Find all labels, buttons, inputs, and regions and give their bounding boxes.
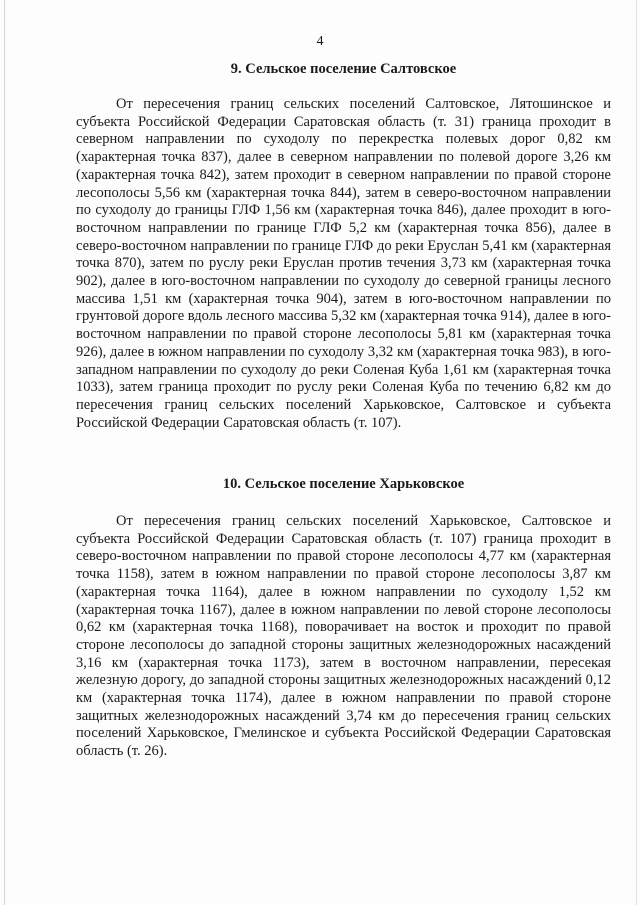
section-heading-kharkovskoe: 10. Сельское поселение Харьковское: [222, 476, 465, 492]
scan-edge-right: [636, 0, 637, 905]
section-text-kharkovskoe: От пересечения границ сельских поселений Харьковское, Салтовское и субъекта Российской Федерации Саратовская область (т. 107) граница проходит в северо-восточном направлении по правой стороне лесополосы 4,77 км (характерная точка 1158), затем в южном направлении по правой стороне лесополосы 3,87 км (характерная точка 1164), далее в южном направлении по суходолу 1,52 км (характерная точка 1167), далее в южном направлении по левой стороне лесополосы 0,62 км (характерная точка 1168), поворачивает на восток и проходит по правой стороне лесополосы до западной стороны защитных железнодорожных насаждений 3,16 км (характерная точка 1173), затем в восточном направлении, пересекая железную дорогу, до западной стороны защитных железнодорожных насаждений 0,12 км (характерная точка 1174), далее в южном направлении по правой стороне защитных железнодорожных насаждений 3,74 км до пересечения границ сельских поселений Харьковское, Гмелинское и субъекта Российской Федерации Саратовская область (т. 26).: [76, 513, 611, 760]
section-heading-saltovskoe: 9. Сельское поселение Салтовское: [230, 61, 457, 77]
scan-edge-left: [4, 0, 5, 905]
page-number: 4: [316, 34, 324, 49]
section-text-saltovskoe: От пересечения границ сельских поселений Салтовское, Лятошинское и субъекта Российской Федерации Саратовская область (т. 31) граница проходит в северном направлении по суходолу по перекрестка полевых дорог 0,82 км (характерная точка 837), далее в северном направлении по полевой дороге 3,26 км (характерная точка 842), затем проходит в северном направлении по правой стороне лесополосы 5,56 км (характерная точка 844), затем в северо-восточном направлении по суходолу до границы ГЛФ 1,56 км (характерная точка 846), далее проходит в юго-восточном направлении по границе ГЛФ 5,2 км (характерная точка 856), далее в северо-восточном направлении по границе ГЛФ до реки Еруслан 5,41 км (характерная точка 870), затем по руслу реки Еруслан против течения 3,73 км (характерная точка 902), далее в юго-восточном направлении по суходолу до северной границы лесного массива 1,51 км (характерная точка 904), затем в юго-восточном направлении по грунтовой дороге вдоль лесного массива 5,32 км (характерная точка 914), далее в юго-восточном направлении по правой стороне лесополосы 5,81 км (характерная точка 926), далее в южном направлении по суходолу 3,32 км (характерная точка 983), в юго-западном направлении по суходолу до реки Соленая Куба 1,61 км (характерная точка 1033), затем граница проходит по руслу реки Соленая Куба по течению 6,82 км до пересечения границ сельских поселений Харьковское, Салтовское и субъекта Российской Федерации Саратовская область (т. 107).: [76, 96, 611, 431]
